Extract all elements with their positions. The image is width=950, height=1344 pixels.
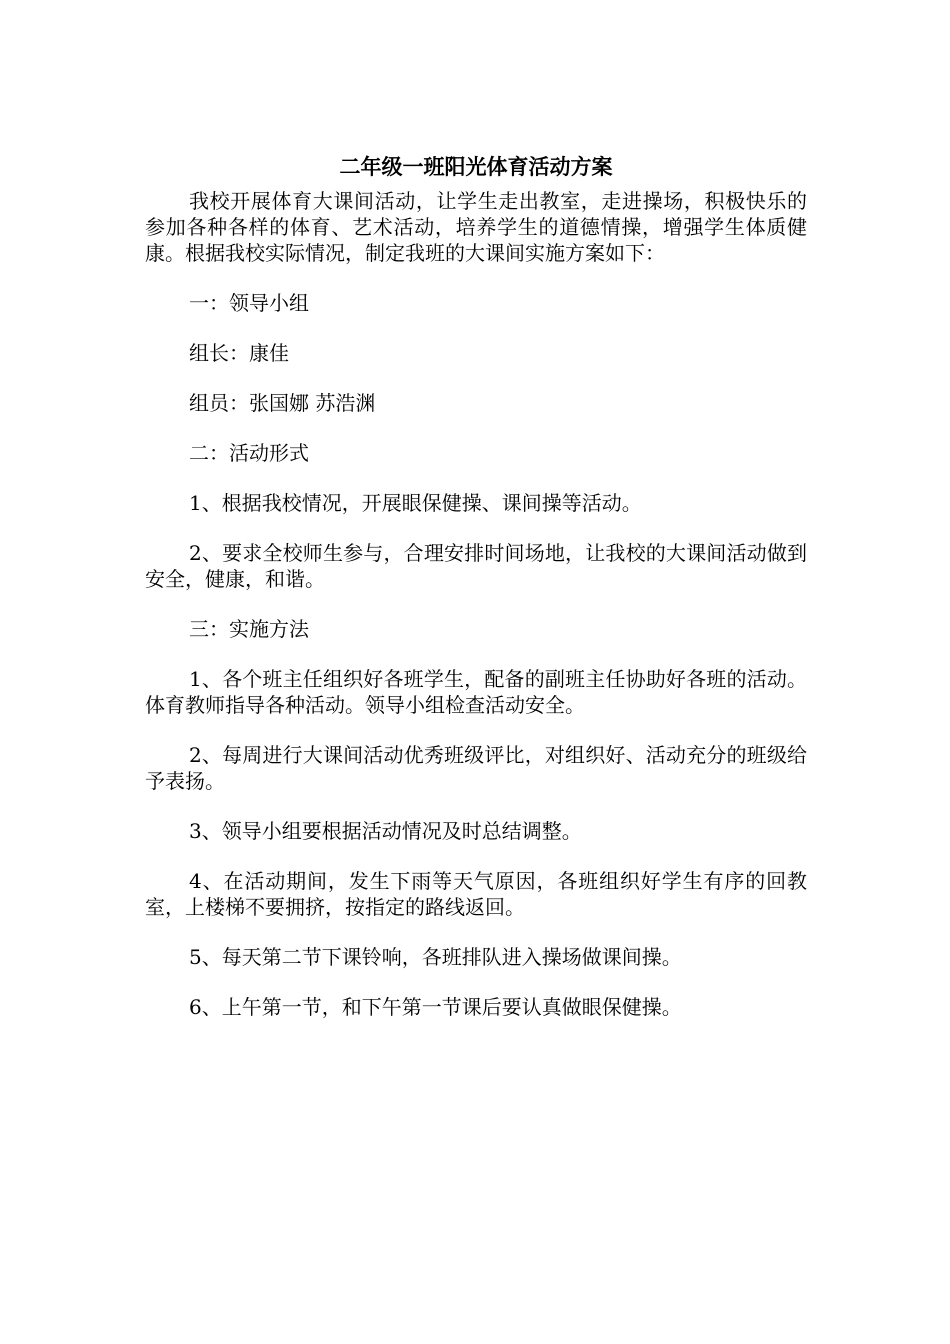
group-leader-line: 组长：康佳 [189,341,289,365]
section-heading-activity-forms: 二：活动形式 [189,441,309,465]
implementation-item-4: 4、在活动期间，发生下雨等天气原因，各班组织好学生有序的回教室，上楼梯不要拥挤，按指定的路线返回。 [145,869,807,919]
section-heading-implementation-methods: 三：实施方法 [189,617,309,641]
implementation-item-1: 1、各个班主任组织好各班学生，配备的副班主任协助好各班的活动。体育教师指导各种活动。领导小组检查活动安全。 [145,667,807,717]
group-members-line: 组员：张国娜 苏浩渊 [189,391,376,415]
document-body [145,147,807,1044]
implementation-item-5: 5、每天第二节下课铃响，各班排队进入操场做课间操。 [189,945,682,969]
implementation-item-2: 2、每周进行大课间活动优秀班级评比，对组织好、活动充分的班级给予表扬。 [145,743,807,793]
intro-paragraph: 我校开展体育大课间活动，让学生走出教室，走进操场，积极快乐的参加各种各样的体育、艺术活动，培养学生的道德情操，增强学生体质健康。根据我校实际情况，制定我班的大课间实施方案如下： [145,189,807,265]
activity-form-item-1: 1、根据我校情况，开展眼保健操、课间操等活动。 [189,491,642,515]
implementation-item-3: 3、领导小组要根据活动情况及时总结调整。 [189,819,582,843]
section-heading-leadership-group: 一：领导小组 [189,291,309,315]
activity-form-item-2: 2、要求全校师生参与，合理安排时间场地，让我校的大课间活动做到安全，健康，和谐。 [145,541,807,591]
document-title: 二年级一班阳光体育活动方案 [339,154,613,179]
implementation-item-6: 6、上午第一节，和下午第一节课后要认真做眼保健操。 [189,995,682,1019]
